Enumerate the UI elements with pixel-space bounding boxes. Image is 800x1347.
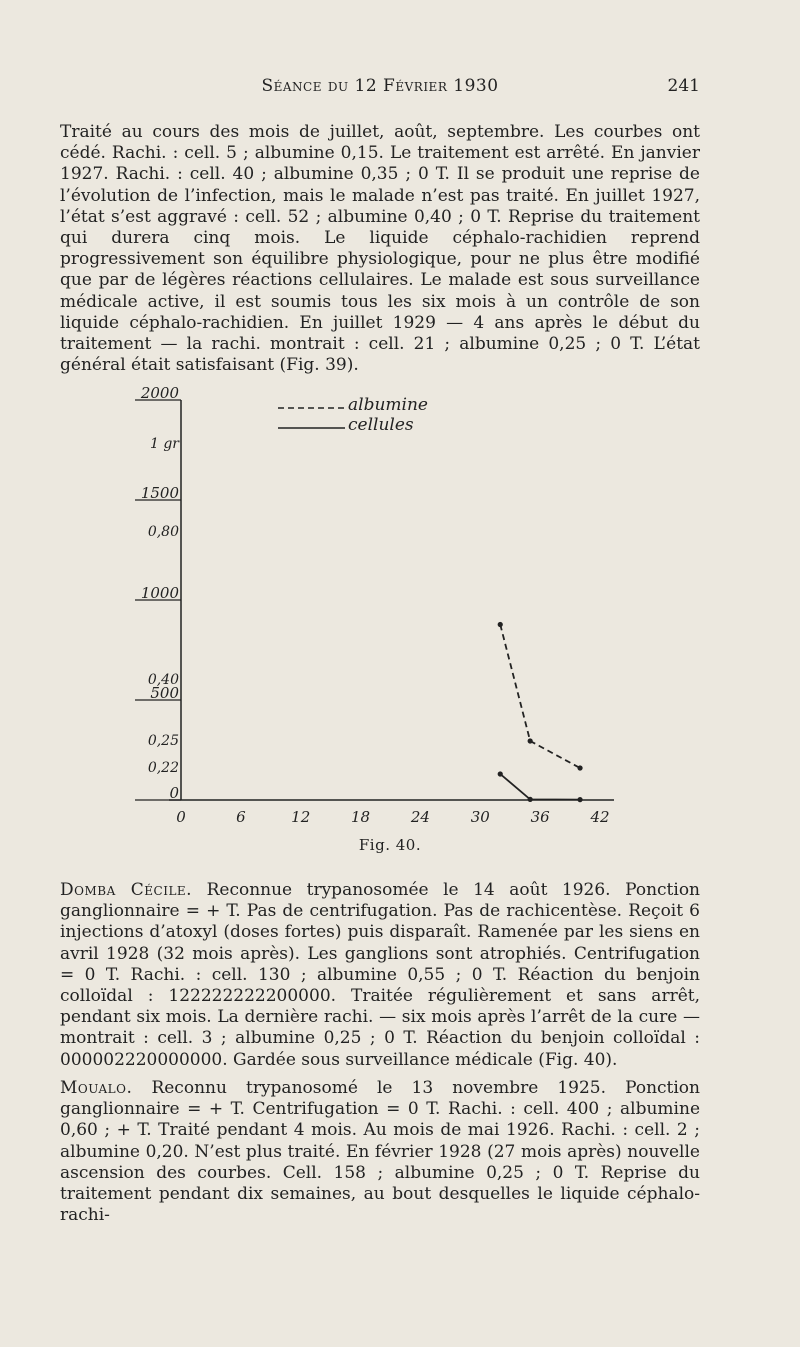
series-line-cellules — [500, 774, 580, 800]
x-tick-label: 12 — [291, 808, 311, 826]
case-text: Reconnu trypanosomé le 13 novembre 1925. Ponction ganglionnaire = + T. Centrifugation = 0 T. Rachi. : cell. 400 ; albumine 0,60 ; + T. Traité pendant 4 mois. Au mois de mai 1926. Rachi. : cell. 2 ; albumine 0,20. N’est plus traité. En février 1928 (27 mois après) nouvelle ascension des courbes. Cell. 158 ; albumine 0,25 ; 0 T. Reprise du traitement pendant dix semaines, au bout desquelles le liquide céphalo-rachi- — [60, 1078, 700, 1226]
y-tick-labels — [135, 384, 181, 802]
y-tick-label-cells: 2000 — [140, 384, 179, 402]
chart-series — [498, 622, 583, 802]
figure-caption: Fig. 40. — [358, 836, 422, 854]
data-point-cellules — [528, 797, 533, 802]
page-number: 241 — [667, 76, 700, 96]
chart-legend — [278, 395, 428, 435]
data-point-cellules — [498, 771, 503, 776]
y-tick-label-cells: 1500 — [140, 484, 179, 502]
y-tick-label-albumine: 0,80 — [147, 524, 179, 540]
data-point-albumine — [577, 765, 582, 770]
y-tick-label-albumine: 1 gr — [149, 436, 179, 452]
running-title: Séance du 12 Février 1930 — [261, 76, 499, 96]
x-tick-labels — [176, 808, 609, 826]
paragraph-moualo — [60, 1078, 700, 1226]
x-tick-label: 18 — [351, 808, 371, 826]
x-tick-label: 24 — [410, 808, 430, 826]
y-tick-label-cells: 0 — [169, 784, 179, 802]
legend-label-cellules: cellules — [348, 415, 414, 435]
x-tick-label: 42 — [590, 808, 610, 826]
patient-name: Moualo. — [60, 1078, 133, 1098]
y-tick-label-albumine: 0,22 — [147, 760, 179, 776]
x-tick-label: 30 — [470, 808, 490, 826]
case-text: Reconnue trypanosomée le 14 août 1926. Ponction ganglionnaire = + T. Pas de centrifugation. Pas de rachicentèse. Reçoit 6 injections d’atoxyl (doses fortes) puis disparaît. Ramenée par les siens en avril 1928 (32 mois après). Les ganglions sont atrophiés. Centrifugation = 0 T. Rachi. : cell. 130 ; albumine 0,55 ; 0 T. Réaction du benjoin colloïdal : 122222222200000. Traitée régulièrement et sans arrêt, pendant six mois. La dernière rachi. — six mois après l’arrêt de la cure — montrait : cell. 3 ; albumine 0,25 ; 0 T. Réaction du benjoin colloïdal : 000002220000000. Gardée sous surveillance médicale (Fig. 40). — [60, 880, 700, 1070]
x-tick-label: 0 — [176, 808, 186, 826]
series-line-albumine — [500, 625, 580, 769]
chart-axes — [169, 400, 614, 800]
legend-label-albumine: albumine — [348, 395, 428, 415]
y-tick-label-albumine: 0,25 — [147, 733, 179, 749]
figure-chart — [0, 380, 780, 830]
y-tick-label-cells: 1000 — [140, 584, 179, 602]
data-point-cellules — [577, 797, 582, 802]
data-point-albumine — [498, 622, 503, 627]
patient-name: Domba Cécile. — [60, 880, 193, 900]
x-tick-label: 36 — [530, 808, 550, 826]
data-point-albumine — [528, 738, 533, 743]
paragraph-domba-cecile — [60, 880, 700, 1071]
y-tick-label-cells: 500 — [150, 684, 179, 702]
x-tick-label: 6 — [236, 808, 246, 826]
paragraph-case-continuation: Traité au cours des mois de juillet, août, septembre. Les courbes ont cédé. Rachi. : cell. 5 ; albumine 0,15. Le traitement est arrêté. En janvier 1927. Rachi. : cell. 40 ; albumine 0,35 ; 0 T. Il se produit une reprise de l’évolution de l’infection, mais le malade n’est pas traité. En juillet 1927, l’état s’est aggravé : cell. 52 ; albumine 0,40 ; 0 T. Reprise du traitement qui durera cinq mois. Le liquide céphalo-rachidien reprend progressivement son équilibre physiologique, pour ne plus être modifié que par de légères réactions cellulaires. Le malade est sous surveillance médicale active, il est soumis tous les six mois à un contrôle de son liquide céphalo-rachidien. En juillet 1929 — 4 ans après le début du traitement — la rachi. montrait : cell. 21 ; albumine 0,25 ; 0 T. L’état général était satisfaisant (Fig. 39). — [60, 122, 700, 376]
y-tick-label-albumine: 0,40 — [147, 672, 179, 688]
page-header — [60, 76, 700, 100]
